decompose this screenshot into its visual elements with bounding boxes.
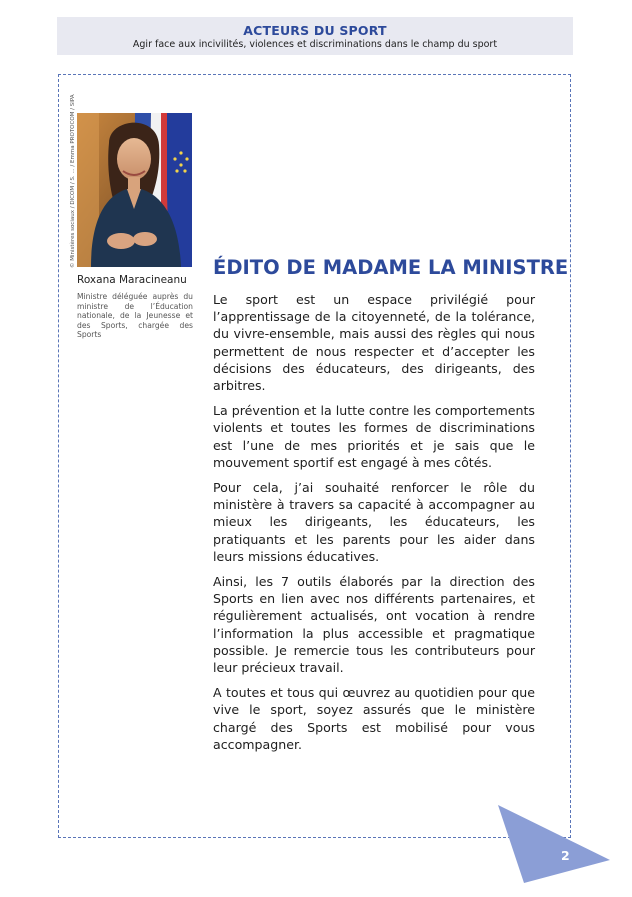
- edito-paragraph: La prévention et la lutte contre les comportements violents et toutes les formes de discriminations est l’une de mes priorités et je sais que le mouvement sportif est engagé à mes côtés.: [213, 403, 535, 470]
- edito-paragraph: Pour cela, j’ai souhaité renforcer le rôle du ministère à travers sa capacité à accompagner au mieux les dirigeants, les éducateurs, les pratiquants et les parents pour les aider dans leurs missions éducatives.: [213, 480, 535, 564]
- page-number: 2: [561, 848, 570, 863]
- caption-role: Ministre déléguée auprès du ministre de l’Éducation nationale, de la Jeunesse et des Sports, chargée des Sports: [77, 292, 193, 340]
- photo-credit-text: © Ministères sociaux / DICOM / S. ... / Emma PROTOCOM / SIPA: [70, 94, 76, 268]
- edito-paragraph: A toutes et tous qui œuvrez au quotidien pour que vive le sport, soyez assurés que le ministère chargé des Sports est mobilisé pour vous accompagner.: [213, 685, 535, 752]
- minister-portrait: [77, 113, 192, 267]
- edito-body: [213, 291, 535, 761]
- running-header: [57, 17, 573, 55]
- portrait-illustration: [77, 113, 192, 267]
- page-corner-triangle: [498, 805, 610, 883]
- header-subtitle: Agir face aux incivilités, violences et discriminations dans le champ du sport: [132, 39, 498, 50]
- edito-paragraph: Le sport est un espace privilégié pour l’apprentissage de la citoyenneté, de la tolérance, du vivre-ensemble, mais aussi des règles qui nous permettent de nous respecter et d’accepter les décisions des éducateurs, des dirigeants, des arbitres.: [213, 292, 535, 394]
- header-title: ACTEURS DU SPORT: [243, 23, 387, 38]
- caption-name: Roxana Maracineanu: [77, 274, 187, 286]
- edito-title: ÉDITO DE MADAME LA MINISTRE: [213, 256, 569, 279]
- edito-paragraph: Ainsi, les 7 outils élaborés par la direction des Sports en lien avec nos différents partenaires, et régulièrement actualisés, ont vocation à rendre l’information la plus accessible et pragmatique possible. Je remercie tous les contributeurs pour leur précieux travail.: [213, 574, 535, 676]
